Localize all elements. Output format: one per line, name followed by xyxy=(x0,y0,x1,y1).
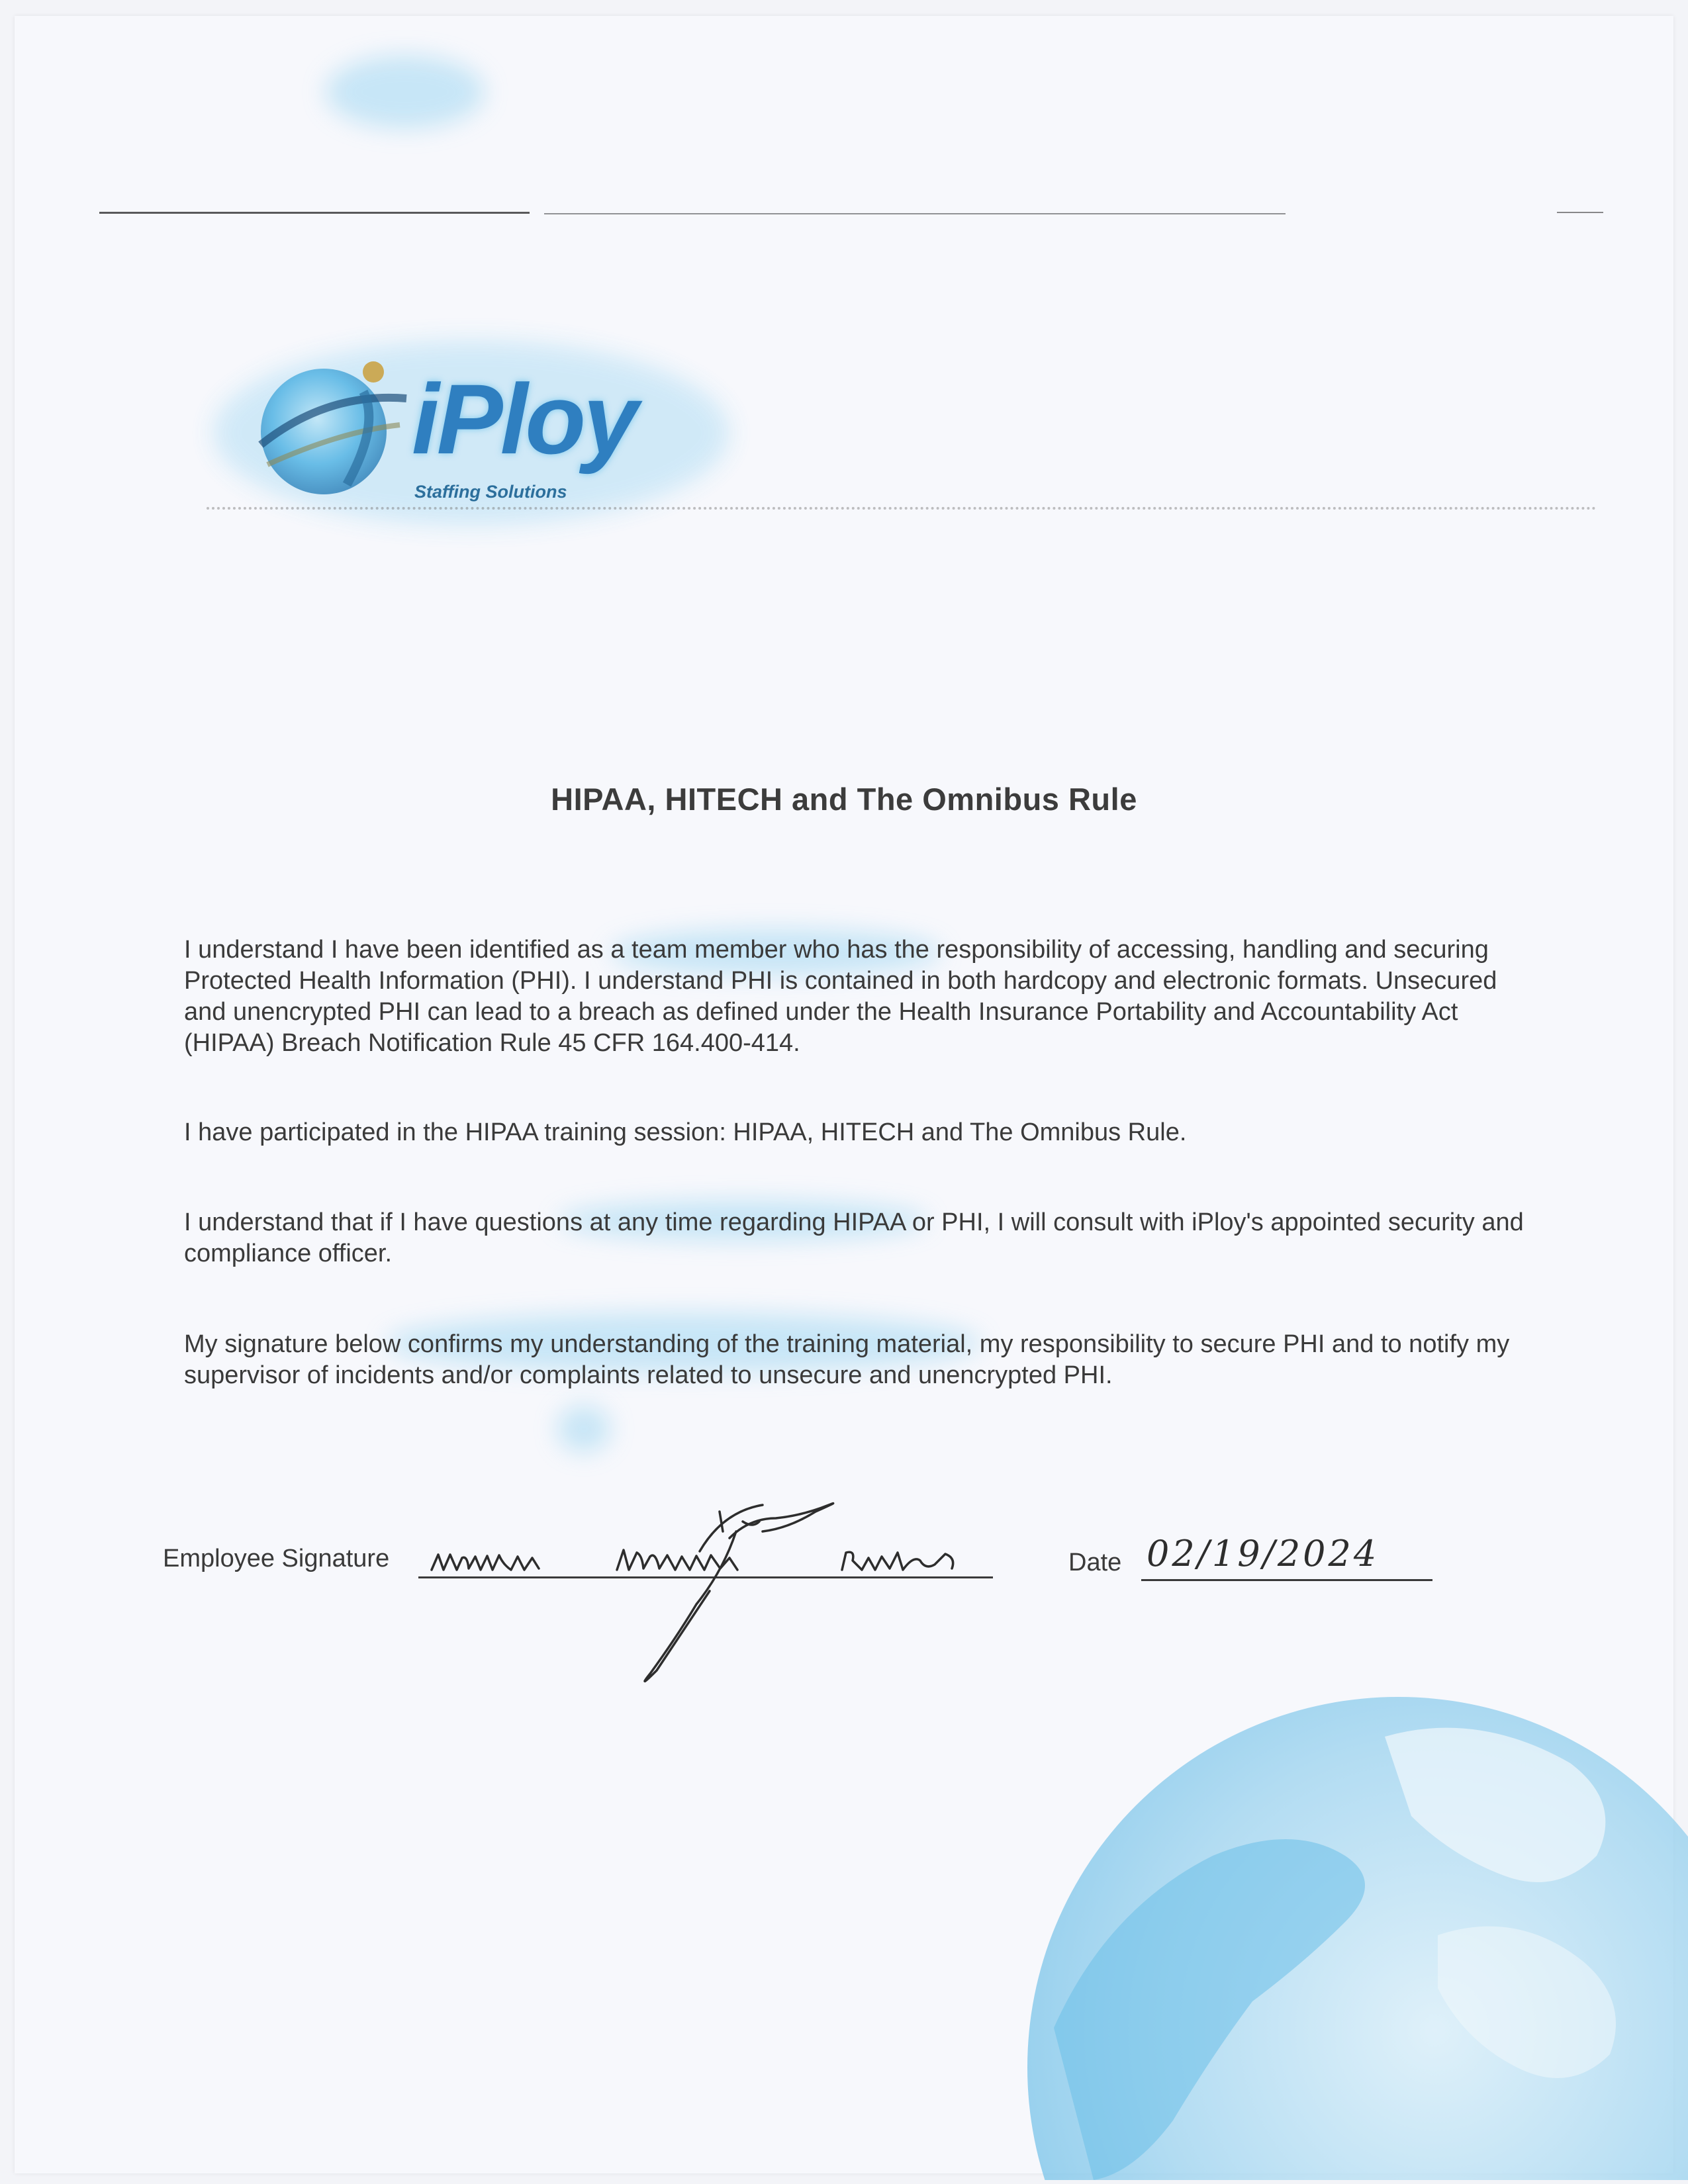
header-rule xyxy=(1557,212,1603,213)
handwritten-signature-icon xyxy=(418,1492,993,1690)
header-rule xyxy=(99,212,530,214)
paragraph-line: I have participated in the HIPAA training session: HIPAA, HITECH and The Omnibus Rule. xyxy=(184,1118,1187,1146)
paragraph-line: compliance officer. xyxy=(184,1240,393,1267)
paragraph-phi-responsibility xyxy=(184,934,1655,1059)
paragraph-line: (HIPAA) Breach Notification Rule 45 CFR 164.400-414. xyxy=(184,1029,800,1057)
handwritten-date: 02/19/2024 xyxy=(1147,1533,1380,1574)
paragraph-line: Protected Health Information (PHI). I understand PHI is contained in both hardcopy and electronic formats. Unsecured xyxy=(184,967,1497,995)
toner-smear xyxy=(557,1406,610,1452)
paragraph-line: and unencrypted PHI can lead to a breach as defined under the Health Insurance Portability and Accountability Act xyxy=(184,998,1458,1026)
globe-watermark xyxy=(974,1657,1688,2180)
logo-tagline: Staffing Solutions xyxy=(414,482,567,502)
header-rule xyxy=(544,213,1286,214)
paragraph-training xyxy=(184,1117,1655,1148)
document-page xyxy=(15,16,1673,2173)
employee-signature-field[interactable] xyxy=(418,1492,993,1690)
paragraph-line: I understand that if I have questions at any time regarding HIPAA or PHI, I will consult with iPloy's appointed security and xyxy=(184,1208,1524,1236)
paragraph-line: I understand I have been identified as a team member who has the responsibility of accessing, handling and securing xyxy=(184,936,1489,964)
paragraph-line: supervisor of incidents and/or complaints related to unsecure and unencrypted PHI. xyxy=(184,1361,1113,1389)
employee-signature-label: Employee Signature xyxy=(163,1545,390,1572)
globe-watermark-icon xyxy=(974,1657,1688,2180)
globe-logo-icon xyxy=(248,352,420,511)
toner-smear xyxy=(326,56,485,128)
paragraph-line: My signature below confirms my understanding of the training material, my responsibility to secure PHI and to notify my xyxy=(184,1330,1510,1358)
document-title: HIPAA, HITECH and The Omnibus Rule xyxy=(551,782,1137,817)
company-logo xyxy=(248,352,711,511)
paragraph-signature-confirmation xyxy=(184,1329,1655,1391)
date-field[interactable] xyxy=(1147,1531,1431,1584)
date-label: Date xyxy=(1068,1549,1122,1576)
logo-brand-text: iPloy xyxy=(412,363,636,475)
paragraph-compliance xyxy=(184,1207,1655,1269)
